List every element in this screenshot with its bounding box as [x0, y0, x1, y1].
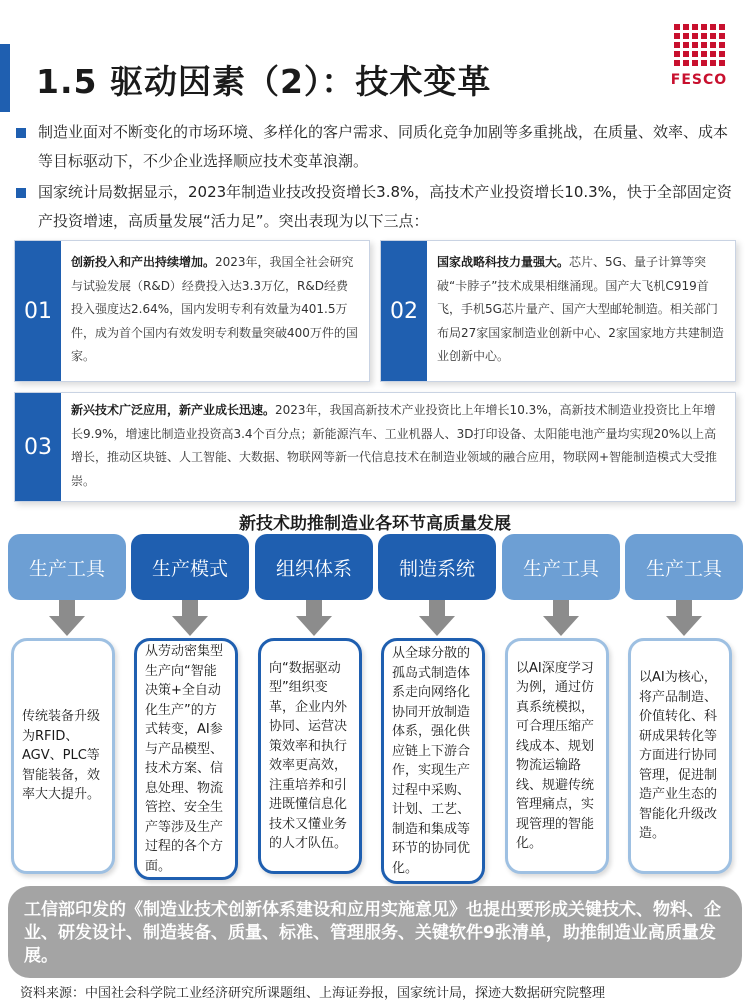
logo-text: FESCO [670, 72, 728, 88]
card-number: 01 [15, 241, 61, 381]
summary-banner: 工信部印发的《制造业技术创新体系建设和应用实施意见》也提出要形成关键技术、物料、企业、研发设计、制造装备、质量、标准、管理服务、关键软件9张清单，助推制造业高质量发展。 [8, 886, 742, 978]
bullet-square-icon [16, 188, 26, 198]
card-text: 2023年，我国高新技术产业投资比上年增长10.3%，高新技术制造业投资比上年增长9.9%，增速比制造业投资高3.4个百分点；新能源汽车、工业机器人、3D打印设备、太阳能电池产量均实现20%以上高增长，推动区块链、人工智能、大数据、物联网等新一代信息技术在制造业领域的融合应用，物联网+智能制造模式大受推崇。 [71, 403, 718, 488]
column-desc: 从全球分散的孤岛式制造体系走向网络化协同开放制造体系，强化供应链上下游合作，实现生产过程中采购、计划、工艺、制造和集成等环节的协同优化。 [392, 646, 471, 876]
fesco-logo [668, 24, 730, 104]
column-desc: 从劳动密集型生产向“智能决策+全自动化生产”的方式转变，AI参与产品模型、技术方案、信息处理、物流管控、安全生产等涉及生产过程的各个方面。 [145, 644, 224, 874]
down-arrow-icon [419, 600, 455, 636]
column-head: 制造系统 [378, 534, 496, 600]
column-desc-box [505, 638, 609, 874]
card-body [71, 251, 359, 369]
column-desc-box [381, 638, 485, 884]
column-desc: 以AI深度学习为例，通过仿真系统模拟，可合理压缩产线成本、规划物流运输路线、规避传统管理痛点，实现管理的智能化。 [516, 660, 595, 851]
column-desc: 传统装备升级为RFID、AGV、PLC等智能装备，效率大大提升。 [22, 709, 101, 803]
card-text: 芯片、5G、量子计算等突破“卡脖子”技术成果相继涌现。国产大飞机C919首飞，手机5G芯片量产、国产大型邮轮制造。相关部门布局27家国家制造业创新中心、2家国家地方共建制造业创新中心。 [437, 255, 724, 363]
bullet-text: 制造业面对不断变化的市场环境、多样化的客户需求、同质化竞争加剧等多重挑战，在质量、效率、成本等目标驱动下，不少企业选择顺应技术变革浪潮。 [38, 123, 729, 170]
card-number: 03 [15, 393, 61, 501]
column-head: 生产工具 [502, 534, 620, 600]
card-02 [380, 240, 736, 382]
card-text: 2023年，我国全社会研究与试验发展（R&D）经费投入达3.3万亿，R&D经费投入强度达2.64%，国内发明专利有效量为401.5万件，成为首个国内有效发明专利数量突破400万件的国家。 [71, 255, 358, 363]
column-head: 生产模式 [131, 534, 249, 600]
bullet-square-icon [16, 128, 26, 138]
column-desc-box [134, 638, 238, 880]
down-arrow-icon [666, 600, 702, 636]
title-accent-bar [0, 44, 10, 112]
down-arrow-icon [296, 600, 332, 636]
column-head: 组织体系 [255, 534, 373, 600]
diagram-title: 新技术助推制造业各环节高质量发展 [239, 514, 511, 534]
card-number: 02 [381, 241, 427, 381]
card-body [71, 399, 725, 493]
card-03 [14, 392, 736, 502]
page-title: 1.5 驱动因素（2）：技术变革 [36, 62, 492, 101]
source-note: 资料来源：中国社会科学院工业经济研究所课题组、上海证券报，国家统计局，探迹大数据研究院整理 [20, 986, 606, 1001]
down-arrow-icon [49, 600, 85, 636]
down-arrow-icon [172, 600, 208, 636]
card-lead: 国家战略科技力量强大。 [437, 255, 570, 269]
down-arrow-icon [543, 600, 579, 636]
column-desc: 向“数据驱动型”组织变革，企业内外协同、运营决策效率和执行效率更高效，注重培养和引进既懂信息化技术又懂业务的人才队伍。 [269, 660, 348, 851]
column-desc: 以AI为核心，将产品制造、价值转化、科研成果转化等方面进行协同管理，促进制造产业生态的智能化升级改造。 [639, 670, 718, 842]
card-01 [14, 240, 370, 382]
column-desc-box [258, 638, 362, 874]
bullet-list [14, 118, 736, 238]
card-lead: 创新投入和产出持续增加。 [71, 255, 216, 269]
card-body [437, 251, 725, 369]
logo-dot-grid-icon [674, 24, 730, 66]
column-head: 生产工具 [625, 534, 743, 600]
bullet-item [14, 118, 736, 176]
bullet-text: 国家统计局数据显示，2023年制造业技改投资增长3.8%，高技术产业投资增长10.3%，快于全部固定资产投资增速，高质量发展“活力足”。突出表现为以下三点： [38, 183, 732, 230]
column-desc-box [11, 638, 115, 874]
card-lead: 新兴技术广泛应用，新产业成长迅速。 [71, 403, 276, 417]
bullet-item [14, 178, 736, 236]
column-head: 生产工具 [8, 534, 126, 600]
column-desc-box [628, 638, 732, 874]
